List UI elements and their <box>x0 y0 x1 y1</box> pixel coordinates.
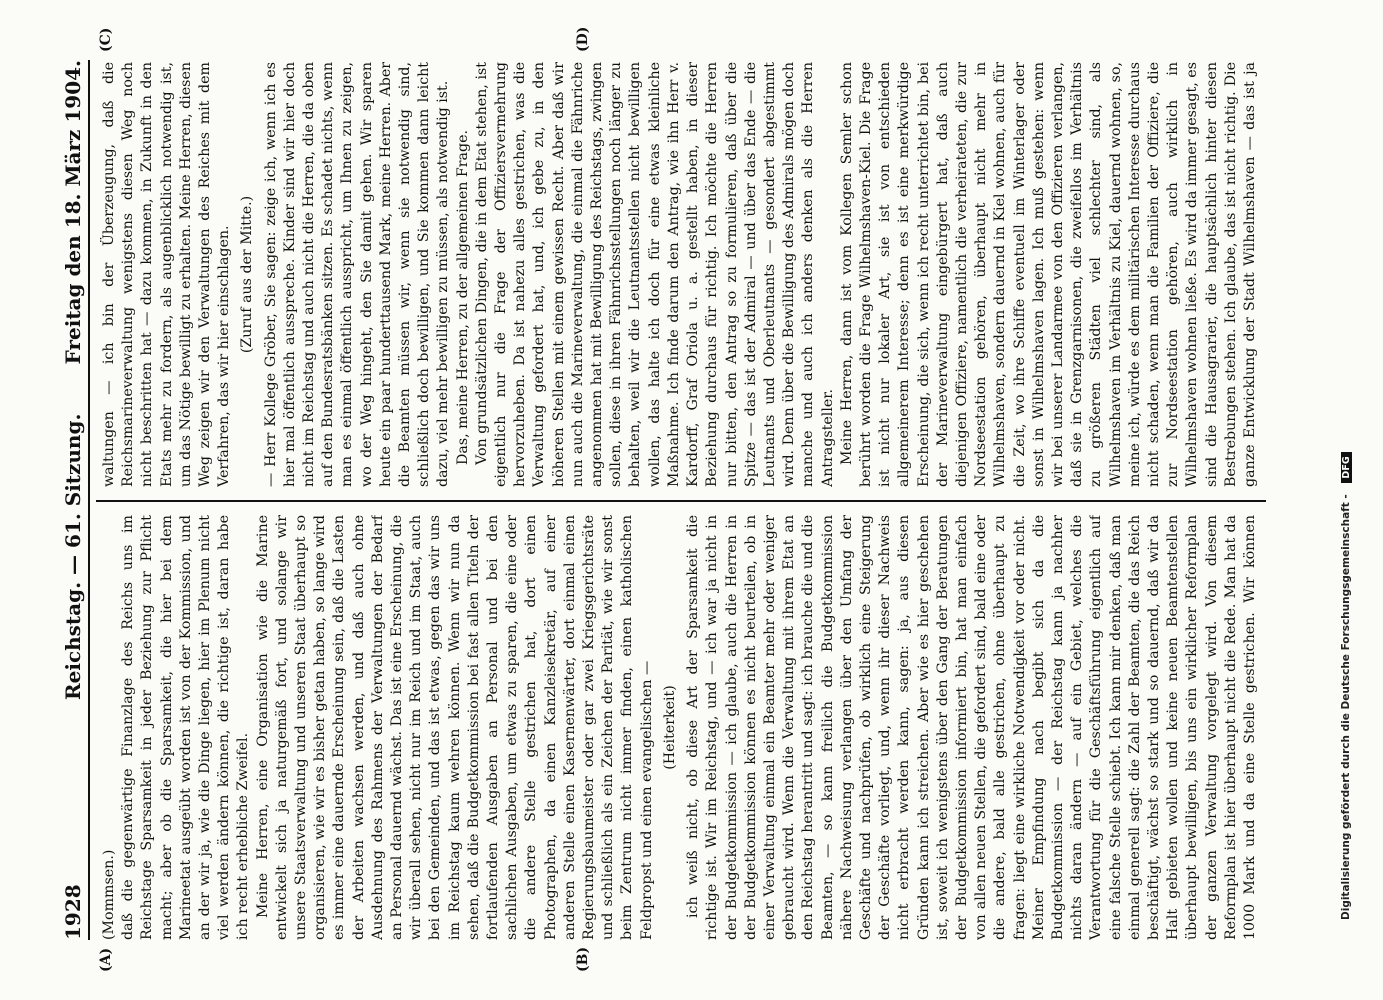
credit-text: Digitalisierung gefördert durch die Deutsche Forschungsgemeinschaft - <box>1340 494 1352 920</box>
paragraph: Meine Herren, dann ist vom Kollegen Semler schon berührt worden die Frage Wilhelmshaven-Kiel. Die Frage ist nicht nur lokaler Art, sie ist von entschieden allgemeinerem Interesse; denn es ist eine merkwürdige Erscheinung, die sich, wenn ich recht unterrichtet bin, bei der Marineverwaltung eingebürgert hat, daß auch diejenigen Offiziere, namentlich die verheirateten, die zur Nordseestation gehören, überhaupt nicht mehr in Wilhelmshaven, sondern dauernd in Kiel wohnen, auch für die Zeit, wo ihre Schiffe eventuell im Winterlager oder sonst in Wilhelmshaven lagen. Ich muß gestehen: wenn wir bei unserer Landarmee von den Offizieren verlangen, daß sie in Grenzgarnisonen, die zweifellos im Verhältnis zu größeren Städten viel schlechter sind, als Wilhelmshaven im Verhältnis zu Kiel, dauernd wohnen, so, meine ich, würde es dem militärischen Interesse durchaus nicht schaden, wenn man die Familien der Offiziere, die zur Nordseestation gehören, auch wirklich in Wilhelmshaven wohnen ließe. Es wird da immer gesagt, es sind die Hausagrarier, die hauptsächlich hinter diesen Bestrebungen stehen. Ich glaube, das ist nicht richtig. Die ganze Entwicklung der Stadt Wilhelmshaven — das ist ja <box>838 62 1258 487</box>
margin-marker-b: (B) <box>575 946 591 972</box>
paragraph: (Zuruf aus der Mitte.) <box>239 195 256 354</box>
paragraph: ich weiß nicht, ob diese Art der Sparsamkeit die richtige ist. Wir im Reichstag, und — ich war ja nicht in der Budgetkommission — ich glaube, auch die Herren in der Budgetkommission können es nicht beurteilen, ob in einer Verwaltung einmal ein Beamter mehr oder weniger gebraucht wird. Wenn die Verwaltung mit ihrem Etat an den Reichstag herantritt und sagt: ich brauche die und die Beamten, — so kann freilich die Budgetkommission nähere Nachweisung verlangen über den Umfang der Geschäfte und nachprüfen, ob wirklich eine Steigerung der Geschäfte vorliegt, und, wenn ihr dieser Nachweis nicht erbracht werden kann, sagen: ja, aus diesen Gründen kann ich streichen. Aber wie es hier geschehen ist, soweit ich wenigstens über den Gang der Beratungen der Budgetkommission informiert bin, hat man einfach von allen neuen Stellen, die gefordert sind, bald eine oder die andere, bald alle gestrichen, ohne überhaupt zu fragen: liegt eine wirkliche Notwendigkeit vor oder nicht. Meiner Empfindung nach begibt sich da die Budgetkommission — der Reichstag kann ja nachher nichts daran ändern — auf ein Gebiet, welches die Verantwortung für die Geschäftsführung eigentlich auf eine falsche Stelle schiebt. Ich kann mir denken, daß man einmal generell sagt: die Zahl der Beamten, die das Reich beschäftigt, wächst so stark und so dauernd, daß wir da Halt gebieten wollen und keine neuen Beamtenstellen überhaupt bewilligen, bis uns ein wirklicher Reformplan der ganzen Verwaltung vorgelegt wird. Von diesem Reformplan ist hier überhaupt nicht die Rede. Man hat da 1000 Mark und da eine Stelle gestrichen. Wir können <box>685 515 1258 940</box>
paragraph: Das, meine Herren, zu der allgemeinen Frage. <box>454 130 471 465</box>
left-text-column <box>100 515 1260 940</box>
right-text-column <box>100 62 1260 487</box>
header-rule <box>88 60 90 940</box>
paragraph: waltungen — ich bin der Überzeugung, daß die Reichsmarineverwaltung wenigstens diesen Weg noch nicht beschritten hat — dazu kommen, in Zukunft in den Etats mehr zu fordern, als augenblicklich notwendig ist, um das Nötige bewilligt zu erhalten. Meine Herren, diesen Weg zeigen wir den Verwaltungen des Reiches mit dem Verfahren, das wir hier einschlagen. <box>101 62 233 487</box>
paragraph: daß die gegenwärtige Finanzlage des Reichs uns im Reichstage Sparsamkeit in jeder Beziehung zur Pflicht macht; aber ob die Sparsamkeit, die hier bei dem Marineetat ausgeübt worden ist von der Kommission, und an der wir ja, wie die Dinge liegen, hier im Plenum nicht viel werden ändern können, die richtige ist, daran habe ich recht erhebliche Zweifel. <box>120 515 252 940</box>
paragraph: Von grundsätzlichen Dingen, die in dem Etat stehen, ist eigentlich nur die Frage der Offiziersvermehrung hervorzuheben. Da ist nahezu alles gestrichen, was die Verwaltung gefordert hat, und, ich gebe zu, in den höheren Stellen mit einem gewissen Recht. Aber daß wir nun auch die Marineverwaltung, die einmal die Fähnriche angenommen hat mit Bewilligung des Reichstags, zwingen sollen, diese in ihren Fähnrichsstellungen noch länger zu behalten, weil wir die Leutnantsstellen nicht bewilligen wollen, das halte ich doch für eine etwas kleinliche Maßnahme. Ich finde darum den Antrag, wie ihn Herr v. Kardorff, Graf Oriola u. a. gestellt haben, in dieser Beziehung durchaus für richtig. Ich möchte die Herren nur bitten, den Antrag so zu formulieren, daß über die Spitze — das ist der Admiral — und über das Ende — die Leutnants und Oberleutnants — gesondert abgestimmt wird. Denn über die Bewilligung des Admirals mögen doch manche und auch ich anders denken als die Herren Antragsteller. <box>473 62 836 487</box>
header-date: Freitag den 18. März 1904. <box>61 60 85 365</box>
dfg-logo: DFG <box>1341 452 1352 482</box>
page-number: 1928 <box>61 884 85 940</box>
paragraph: (Mommsen.) <box>101 849 117 940</box>
paragraph: Meine Herren, eine Organisation wie die Marine entwickelt sich ja naturgemäß fort, und solange wir unsere Staatsverwaltung und unseren Staat überhaupt so organisieren, wie wir es bisher getan haben, so lange wird es immer eine dauernde Erscheinung sein, daß die Lasten der Arbeiten wachsen werden, und daß auch ohne Ausdehnung des Rahmens der Verwaltungen der Bedarf an Personal dauernd wächst. Das ist eine Erscheinung, die wir überall sehen, nicht nur im Reich und im Staat, auch bei den Gemeinden, und das ist etwas, gegen das wir uns im Reichstag kaum wehren können. Wenn wir nun da sehen, daß die Budgetkommission bei fast allen Titeln der fortlaufenden Ausgaben an Personal und bei den sachlichen Ausgaben, um etwas zu sparen, die eine oder die andere Stelle gestrichen hat, dort einen Photographen, da einen Kanzleisekretär, auf einer anderen Stelle einen Kasernenwärter, dort einmal einen Regierungsbaumeister oder gar zwei Kriegsgerichtsräte und schließlich als ein Zeichen der Parität, wie wir sonst beim Zentrum nicht immer finden, einen katholischen Feldpropst und einen evangelischen — <box>254 515 655 940</box>
column-divider <box>96 500 1266 502</box>
page-header <box>55 60 89 940</box>
paragraph: — Herr Kollege Gröber, Sie sagen: zeige ich, wenn ich es hier mal öffentlich ausspreche. Kinder sind wir hier doch nicht im Reichstag und auch nicht die Herren, die da oben auf den Bundesratsbänken sitzen. Es schadet nichts, wenn man es einmal öffentlich ausspricht, um Ihnen zu zeigen, wo der Weg hingeht, den Sie damit gehen. Wir sparen heute ein paar hunderttausend Mark, meine Herren. Aber die Beamten müssen wir, wenn sie notwendig sind, schließlich doch bewilligen, und Sie kommen dann leicht dazu, viel mehr bewilligen zu müssen, als notwendig ist. <box>262 62 452 487</box>
margin-marker-c: (C) <box>98 27 114 52</box>
margin-marker-d: (D) <box>575 26 591 52</box>
digitization-credit <box>1340 80 1352 920</box>
header-session-title: Reichstag. — 61. Sitzung. <box>61 413 85 700</box>
paragraph: (Heiterkeit) <box>661 685 678 770</box>
margin-marker-a: (A) <box>98 947 114 972</box>
